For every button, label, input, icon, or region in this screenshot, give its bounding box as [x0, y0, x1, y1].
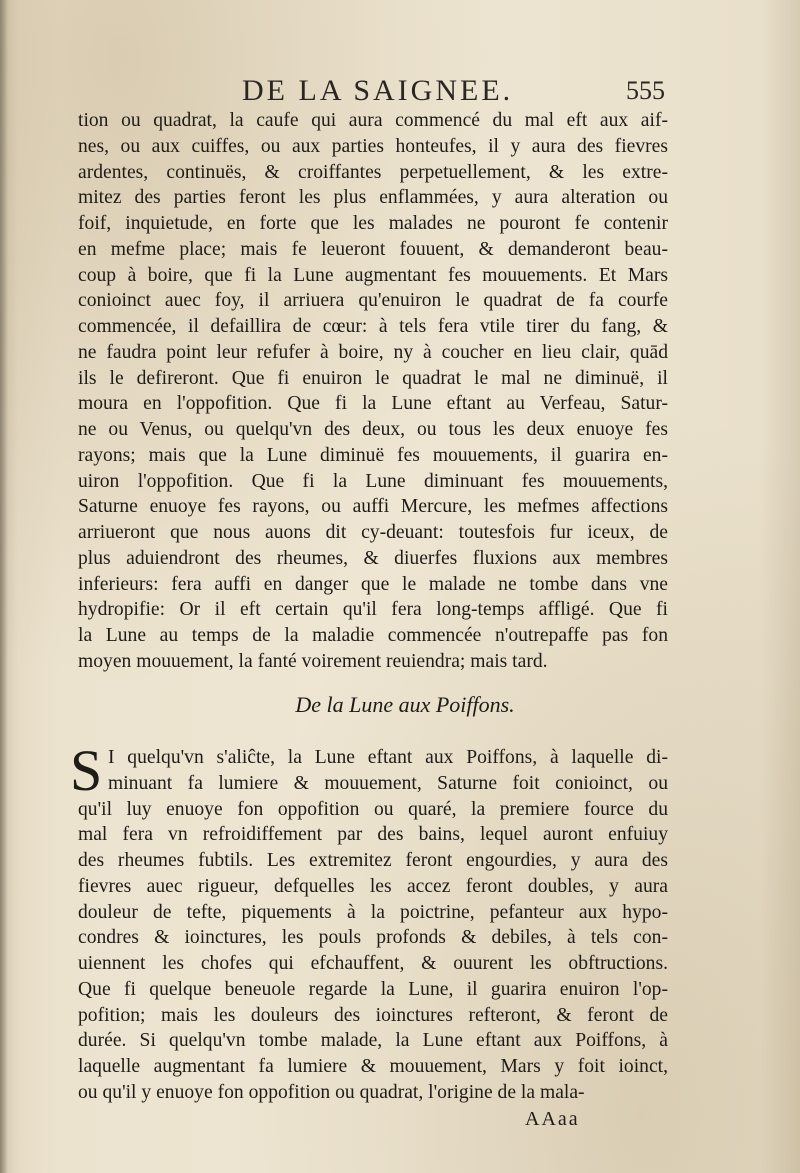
drop-cap: S: [70, 738, 103, 803]
text-line: ils le defireront. Que fi enuiron le quadrat le mal ne diminuë, il: [78, 367, 668, 389]
section-heading: De la Lune aux Poiffons.: [295, 692, 515, 717]
text-line: qu'il luy enuoye fon oppofition ou quaré, la premiere fource du: [78, 798, 668, 820]
text-line: mitez des parties feront les plus enflammées, y aura alteration ou: [78, 187, 668, 209]
text-line: plus aduiendront des rheumes, & diuerfes fluxions aux membres: [78, 547, 668, 569]
text-line: des rheumes fubtils. Les extremitez feront engourdies, y aura des: [78, 850, 668, 871]
text-line: foif, inquietude, en forte que les malades ne pouront fe contenir: [78, 213, 668, 234]
text-line: moura en l'oppofition. Que fi la Lune eftant au Verfeau, Satur-: [78, 393, 668, 415]
running-head: [0, 72, 800, 112]
text-line: moyen mouuement, la fanté voirement reuiendra; mais tard.: [78, 650, 548, 672]
text-line: coup à boire, que fi la Lune augmentant fes mouuements. Et Mars: [78, 264, 668, 286]
page-gutter-shadow: [0, 0, 8, 1173]
signature-mark: AAaa: [525, 1108, 580, 1130]
text-line: arriueront que nous auons dit cy-deuant: toutesfois fur iceux, de: [78, 522, 668, 543]
text-line: nes, ou aux cuiffes, ou aux parties honteufes, il y aura des fievres: [78, 135, 668, 157]
text-line: la Lune au temps de la maladie commencée n'outrepaffe pas fon: [78, 625, 668, 646]
page-number: 555: [626, 76, 665, 105]
text-line: conioinct auec foy, il arriuera qu'enuiron le quadrat de fa courfe: [78, 290, 668, 312]
text-line: Saturne enuoye fes rayons, ou auffi Mercure, les mefmes affections: [78, 496, 668, 518]
text-line: condres & ioinctures, les pouls profonds & debiles, à tels con-: [78, 927, 668, 949]
text-line: inferieurs: fera auffi en danger que le malade ne tombe dans vne: [78, 573, 668, 595]
text-line: douleur de tefte, piquements à la poictrine, pefanteur aux hypo-: [78, 901, 668, 923]
text-line: ne faudra point leur refufer à boire, ny à coucher en lieu clair, quād: [78, 341, 668, 363]
text-line: commencée, il defaillira de cœur: à tels fera vtile tirer du fang, &: [78, 316, 668, 337]
text-line: tion ou quadrat, la caufe qui aura commencé du mal eft aux aif-: [78, 110, 668, 131]
paragraph-2: [70, 738, 668, 1106]
text-line: ou qu'il y enuoye fon oppofition ou quadrat, l'origine de la mala-: [78, 1081, 585, 1103]
text-line: mal fera vn refroidiffement par des bains, lequel auront enfuiuy: [78, 824, 668, 846]
running-head-title: DE LA SAIGNEE.: [242, 74, 514, 107]
text-line: I quelqu'vn s'aliĉte, la Lune eftant aux Poiffons, à laquelle di-: [108, 747, 668, 768]
paragraph-1: [78, 108, 668, 675]
text-line: pofition; mais les douleurs des ioinctures refteront, & feront de: [78, 1004, 668, 1026]
text-line: laquelle augmentant fa lumiere & mouuement, Mars y foit ioinct,: [78, 1056, 668, 1077]
text-line: minuant fa lumiere & mouuement, Saturne foit conioinct, ou: [108, 772, 668, 794]
text-line: en mefme place; mais fe leueront fouuent, & demanderont beau-: [78, 238, 668, 260]
text-line: fievres auec rigueur, defquelles les accez feront doubles, y aura: [78, 875, 668, 897]
text-line: Que fi quelque beneuole regarde la Lune, il guarira enuiron l'op-: [78, 978, 668, 1000]
text-line: ne ou Venus, ou quelqu'vn des deux, ou tous les deux enuoye fes: [78, 419, 668, 440]
text-line: uiron l'oppofition. Que fi la Lune diminuant fes mouuements,: [78, 470, 668, 492]
text-line: uiennent les chofes qui efchauffent, & ouurent les obftructions.: [78, 953, 668, 974]
text-line: durée. Si quelqu'vn tombe malade, la Lune eftant aux Poiffons, à: [78, 1030, 668, 1052]
text-line: hydropifie: Or il eft certain qu'il fera long-temps affligé. Que fi: [78, 599, 668, 621]
text-line: rayons; mais que la Lune diminuë fes mouuements, il guarira en-: [78, 444, 668, 466]
text-line: ardentes, continuës, & croiffantes perpetuellement, & les extre-: [78, 161, 668, 183]
